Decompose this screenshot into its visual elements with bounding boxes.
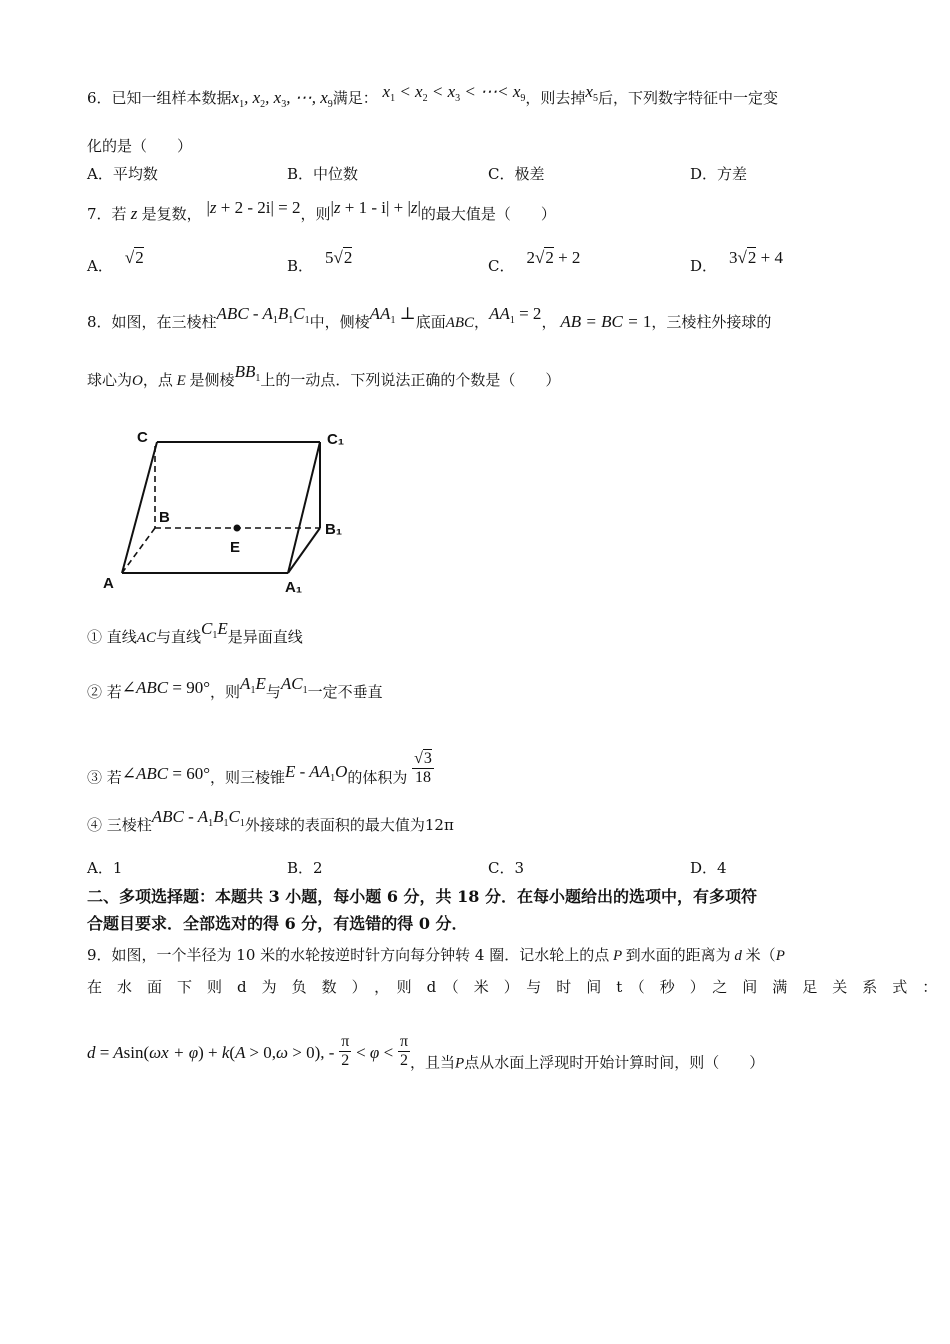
s1-text-a: ① 直线 bbox=[87, 628, 137, 646]
s4-text-b: 外接球的表面积的最大值为 bbox=[244, 816, 425, 834]
q7-option-b-label: B． bbox=[287, 257, 314, 275]
q9-line1-b: 到水面的距离为 bbox=[625, 946, 731, 964]
q6-line1 bbox=[87, 82, 778, 115]
label-c1: C₁ bbox=[327, 431, 345, 448]
q7-option-d bbox=[690, 248, 783, 276]
q8-abc-math: ABC bbox=[445, 315, 475, 331]
q8-aa1-eq-math: $AA_1 = 2$ bbox=[489, 304, 542, 326]
s3-angle-math: ∠ABC = 60° bbox=[121, 763, 211, 783]
q6-sample-data-math: $x_1$, $x_2$, $x_3$, ⋯, $x_9$ bbox=[231, 88, 333, 110]
q8-ab-bc-math: AB = BC = 1 bbox=[556, 312, 652, 331]
q7-option-b bbox=[287, 248, 353, 276]
q8-line2 bbox=[87, 362, 561, 397]
edge-ba-dashed bbox=[122, 528, 155, 573]
q7-option-a-math: √2 bbox=[124, 248, 144, 267]
q7-option-a-label: A． bbox=[87, 257, 113, 275]
label-e: E bbox=[230, 539, 241, 556]
s2-text-a: ② 若 bbox=[87, 683, 122, 701]
s2-text-c: 与 bbox=[265, 683, 281, 701]
q6-x5-math: $x_5$ bbox=[585, 82, 598, 104]
q7-option-a bbox=[87, 248, 144, 276]
s3-volume-fraction: $\frac{√3}{18}$ bbox=[414, 750, 432, 786]
q8-statement-4 bbox=[87, 807, 454, 842]
q8-e-math: E bbox=[172, 373, 190, 389]
q7-condition-math: |z + 2 - 2i| = 2 bbox=[206, 198, 301, 217]
q9-line1-a: 9．如图，一个半径为 10 米的水轮按逆时针方向每分钟转 4 圈．记水轮上的点 bbox=[87, 946, 610, 964]
triangular-prism-figure bbox=[95, 418, 365, 598]
q7-z-math: z bbox=[126, 204, 142, 223]
label-b1: B₁ bbox=[325, 521, 343, 538]
q8-text-e: ， bbox=[541, 313, 557, 331]
label-c: C bbox=[137, 429, 148, 446]
s2-text-b: ，则 bbox=[210, 683, 241, 701]
s4-prism-math: ABC - $A_1B_1C_1$ bbox=[151, 807, 245, 829]
s2-ac1-math: $AC_1$ bbox=[280, 674, 308, 696]
q8-option-a: A．1 bbox=[87, 859, 123, 877]
s4-value: 12π bbox=[424, 816, 454, 834]
q8-text-b: 中，侧棱 bbox=[309, 313, 370, 331]
q8-line2-a: 球心为 bbox=[87, 371, 133, 389]
q6-option-d: D．方差 bbox=[690, 165, 748, 183]
q6-option-c: C．极差 bbox=[488, 165, 545, 183]
s2-a1e-math: $A_1E$ bbox=[240, 674, 266, 696]
s3-text-a: ③ 若 bbox=[87, 768, 122, 787]
q8-option-b: B．2 bbox=[287, 859, 323, 877]
q6-text-d: 后，下列数字特征中一定变 bbox=[597, 89, 778, 107]
q7-text-c: ，则 bbox=[300, 205, 331, 223]
q8-aa1-perp-math: $AA_1$ ⊥ bbox=[369, 304, 416, 326]
q9-d-math: d bbox=[730, 948, 746, 964]
q7-option-c-math: 2√2 + 2 bbox=[526, 248, 581, 267]
q7-text-a: 7．若 bbox=[87, 205, 127, 223]
q8-line2-d: 上的一动点．下列说法正确的个数是（ ） bbox=[260, 371, 561, 389]
q8-bb1-math: $BB_1$ bbox=[234, 362, 261, 384]
q7-option-c bbox=[488, 248, 581, 276]
q8-statement-2 bbox=[87, 674, 383, 709]
q6-option-b: B．中位数 bbox=[287, 165, 359, 183]
q8-text-a: 8．如图，在三棱柱 bbox=[87, 313, 217, 331]
point-e bbox=[234, 525, 241, 532]
section2-heading-line2: 合题目要求．全部选对的得 6 分，有选错的得 0 分． bbox=[87, 914, 468, 933]
q8-text-c: 底面 bbox=[415, 313, 446, 331]
edge-c1a1 bbox=[288, 442, 320, 573]
q6-line2: 化的是（ ） bbox=[87, 137, 193, 155]
q8-line2-b: ，点 bbox=[142, 371, 173, 389]
s3-text-c: 的体积为 bbox=[347, 768, 408, 787]
s1-text-b: 与直线 bbox=[155, 628, 201, 646]
q9-neg-pi-half: $\frac{\pi}{2}$ bbox=[341, 1033, 350, 1069]
label-a1: A₁ bbox=[285, 579, 303, 596]
q6-text-a: 6．已知一组样本数据 bbox=[87, 89, 232, 107]
q9-line3-b: 点从水面上浮现时开始计算时间，则（ ） bbox=[464, 1053, 765, 1072]
q7-text-b: 是复数， bbox=[141, 205, 202, 223]
q6-text-b: 满足： bbox=[332, 89, 378, 107]
edge-ca bbox=[122, 442, 157, 573]
q9-p3-math: P bbox=[455, 1055, 465, 1072]
q7-option-d-label: D． bbox=[690, 257, 718, 275]
q7-option-b-math: 5√2 bbox=[325, 248, 353, 267]
s4-text-a: ④ 三棱柱 bbox=[87, 816, 152, 834]
q8-option-d: D．4 bbox=[690, 859, 727, 877]
q7-line bbox=[87, 198, 556, 224]
q7-expression-math: |z + 1 - i| + |z| bbox=[330, 198, 421, 217]
q6-text-c: ，则去掉 bbox=[525, 89, 586, 107]
s1-text-c: 是异面直线 bbox=[227, 628, 303, 646]
label-b: B bbox=[159, 509, 170, 526]
q8-o-math: O bbox=[132, 373, 143, 389]
q8-statement-3 bbox=[87, 750, 434, 797]
q9-line1-c: 米（ bbox=[745, 946, 776, 964]
q7-option-d-math: 3√2 + 4 bbox=[729, 248, 783, 267]
q9-line2: 在 水 面 下 则 d 为 负 数 ） ， 则 d （ 米 ） 与 时 间 t （ 秒 ） 之 间 满 足 关 系 式 ： bbox=[87, 978, 938, 996]
s3-text-b: ，则三棱锥 bbox=[210, 768, 286, 787]
q7-text-d: 的最大值是（ ） bbox=[420, 205, 556, 223]
q6-option-a: A．平均数 bbox=[87, 165, 158, 183]
q8-text-f: ，三棱柱外接球的 bbox=[651, 313, 772, 331]
s1-ac-math: AC bbox=[136, 630, 156, 646]
s1-c1e-math: $C_1E$ bbox=[200, 619, 228, 641]
s3-pyramid-math: E - $AA_1O$ bbox=[285, 761, 348, 784]
q9-formula-math: d = Asin(ωx + φ) + k(A > 0,ω > 0), - bbox=[87, 1042, 335, 1062]
section2-heading-line1: 二、多项选择题：本题共 3 小题，每小题 6 分，共 18 分．在每小题给出的选项中，有多项符 bbox=[87, 887, 757, 906]
q9-line1 bbox=[87, 945, 785, 966]
q9-pi-half: $\frac{\pi}{2}$ bbox=[399, 1033, 409, 1069]
s2-text-d: 一定不垂直 bbox=[307, 683, 383, 701]
q8-text-d: ， bbox=[474, 313, 490, 331]
q6-inequality-math: $x_1 < x_2 < x_3$ < ⋯< $x_9$ bbox=[382, 82, 526, 104]
q8-option-c: C．3 bbox=[488, 859, 525, 877]
q9-line3 bbox=[87, 1033, 765, 1082]
q9-p-math: P bbox=[609, 948, 626, 964]
q8-prism-math: ABC - $A_1B_1C_1$ bbox=[216, 304, 310, 326]
label-a: A bbox=[103, 575, 114, 592]
q9-p2-math: P bbox=[775, 948, 785, 964]
q8-line2-c: 是侧棱 bbox=[189, 371, 235, 389]
q8-statement-1 bbox=[87, 619, 303, 654]
s2-angle-math: ∠ABC = 90° bbox=[121, 678, 211, 697]
q8-line1 bbox=[87, 304, 772, 339]
q9-phi-bound-math: < φ < bbox=[356, 1042, 394, 1062]
q9-line3-a: ，且当 bbox=[410, 1053, 456, 1072]
q7-option-c-label: C． bbox=[488, 257, 515, 275]
